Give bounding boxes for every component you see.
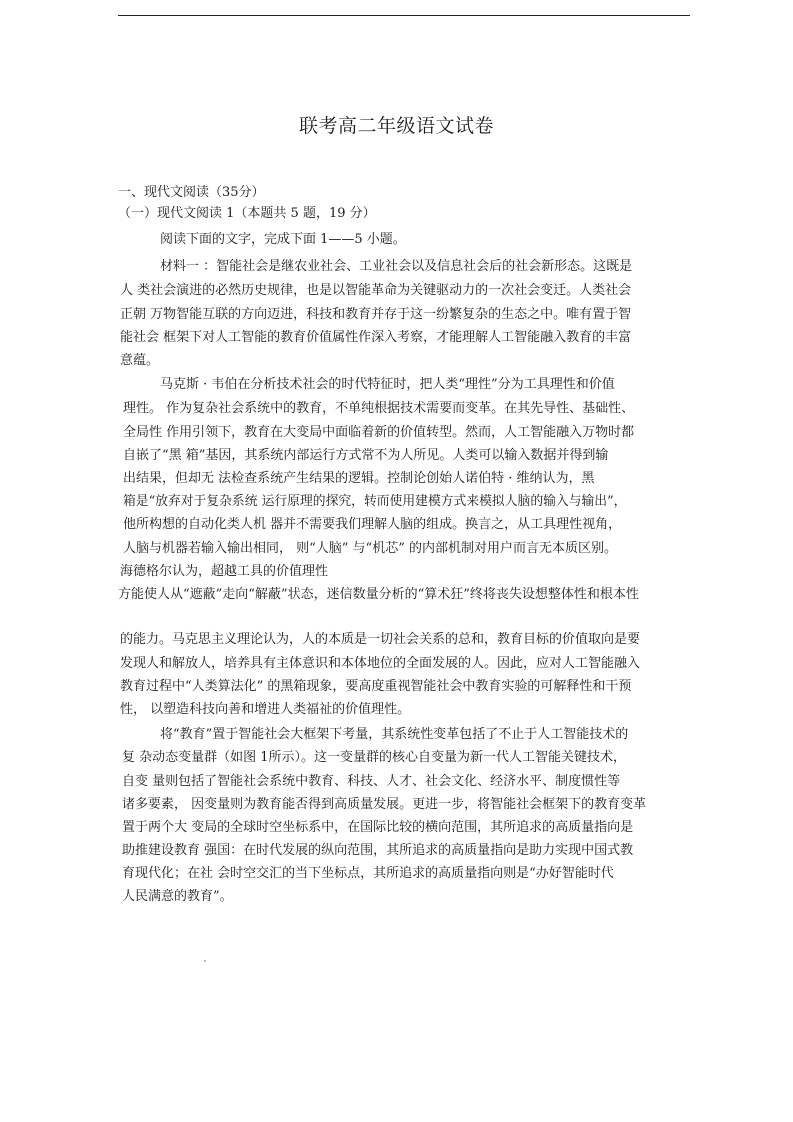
text-line: 能社会 框架下对人工智能的教育价值属性作深入考察，才能理解人工智能融入教育的丰富	[120, 330, 632, 345]
text-line: 将“教育”置于智能社会大框架下考量，其系统性变革包括了不止于人工智能技术的	[160, 727, 629, 742]
text-line: 他所构想的自动化类人机 器并不需要我们理解人脑的组成。换言之，从工具理性视角，	[123, 517, 622, 532]
text-line: 的能力。马克思主义理论认为，人的本质是一切社会关系的总和，教育目标的价值取向是要	[120, 632, 641, 647]
scan-speck	[204, 960, 206, 962]
text-line: 自嵌了“黑 箱”基因，其系统内部运行方式常不为人所见。人类可以输入数据并得到输	[123, 448, 609, 463]
text-line: 人 类社会演进的必然历史规律，也是以智能革命为关键驱动力的一次社会变迁。人类社会	[120, 283, 632, 298]
text-line: 育现代化；在社 会时空交汇的当下坐标点，其所追求的高质量指向则是“办好智能时代	[122, 866, 614, 881]
text-line: 理性。 作为复杂社会系统中的教育，不单纯根据技术需要而变革。在其先导性、基础性、	[123, 401, 635, 416]
subsection-heading: （一）现代文阅读 1（本题共 5 题，19 分）	[118, 206, 376, 221]
text-line: 置于两个大 变局的全球时空坐标系中，在国际比较的横向范围，其所追求的高质量指向是	[122, 820, 634, 835]
text-line: 发现人和解放人，培养具有主体意识和本体地位的全面发展的人。因此，应对人工智能融入	[120, 656, 641, 671]
section-heading: 一、现代文阅读（35分）	[118, 185, 265, 200]
text-line: 复 杂动态变量群（如图 1所示）。这一变量群的核心自变量为新一代人工智能关键技术，	[122, 750, 627, 765]
overflow-text-block: 方能使人从“遮蔽”走向“解蔽”状态，迷信数量分析的“算术狂”终将丧失设想整体性和根本性	[118, 587, 639, 602]
header-rule	[118, 15, 690, 16]
text-line: 性， 以塑造科技向善和增进人类福祉的价值理性。	[120, 702, 411, 717]
text-line: 出结果，但却无 法检查系统产生结果的逻辑。控制论创始人诺伯特 · 维纳认为，黑	[123, 471, 595, 486]
text-line: 人脑与机器若输入输出相同， 则“人脑” 与“机芯” 的内部机制对用户而言无本质区别。	[123, 541, 617, 556]
text-line: 材料一 ：智能社会是继农业社会、工业社会以及信息社会后的社会新形态。这既是	[160, 259, 633, 274]
text-line: 马克斯 · 韦伯在分析技术社会的时代特征时，把人类“理性”分为工具理性和价值	[160, 377, 615, 392]
text-line: 意蕴。	[120, 353, 160, 368]
instruction-line: 阅读下面的文字，完成下面 1——5 小题。	[160, 232, 406, 247]
page-title: 联考高二年级语文试卷	[298, 115, 494, 137]
text-line: 助推建设教育 强国：在时代发展的纵向范围，其所追求的高质量指向是助力实现中国式教	[122, 843, 634, 858]
text-line: 人民满意的教育”。	[122, 889, 233, 904]
text-line: 正朝 万物智能互联的方向迈进，科技和教育并存于这一纷繁复杂的生态之中。唯有置于智	[120, 307, 632, 322]
text-line: 自变 量则包括了智能社会系统中教育、科技、人才、社会文化、经济水平、制度惯性等	[122, 774, 621, 789]
text-line: 箱是“放弃对于复杂系统 运行原理的探究，转而使用建模方式来模拟人脑的输入与输出”，	[123, 494, 627, 509]
text-line: 教育过程中“人类算法化” 的黑箱现象，要高度重视智能社会中教育实验的可解释性和干预	[120, 679, 632, 694]
text-line: 海德格尔认为，超越工具的价值理性	[120, 564, 329, 579]
text-line: 诸多要素， 因变量则为教育能否得到高质量发展。更进一步，将智能社会框架下的教育变革	[122, 797, 647, 812]
text-line: 全局性 作用引领下，教育在大变局中面临着新的价值转型。然而，人工智能融入万物时都	[123, 425, 635, 440]
